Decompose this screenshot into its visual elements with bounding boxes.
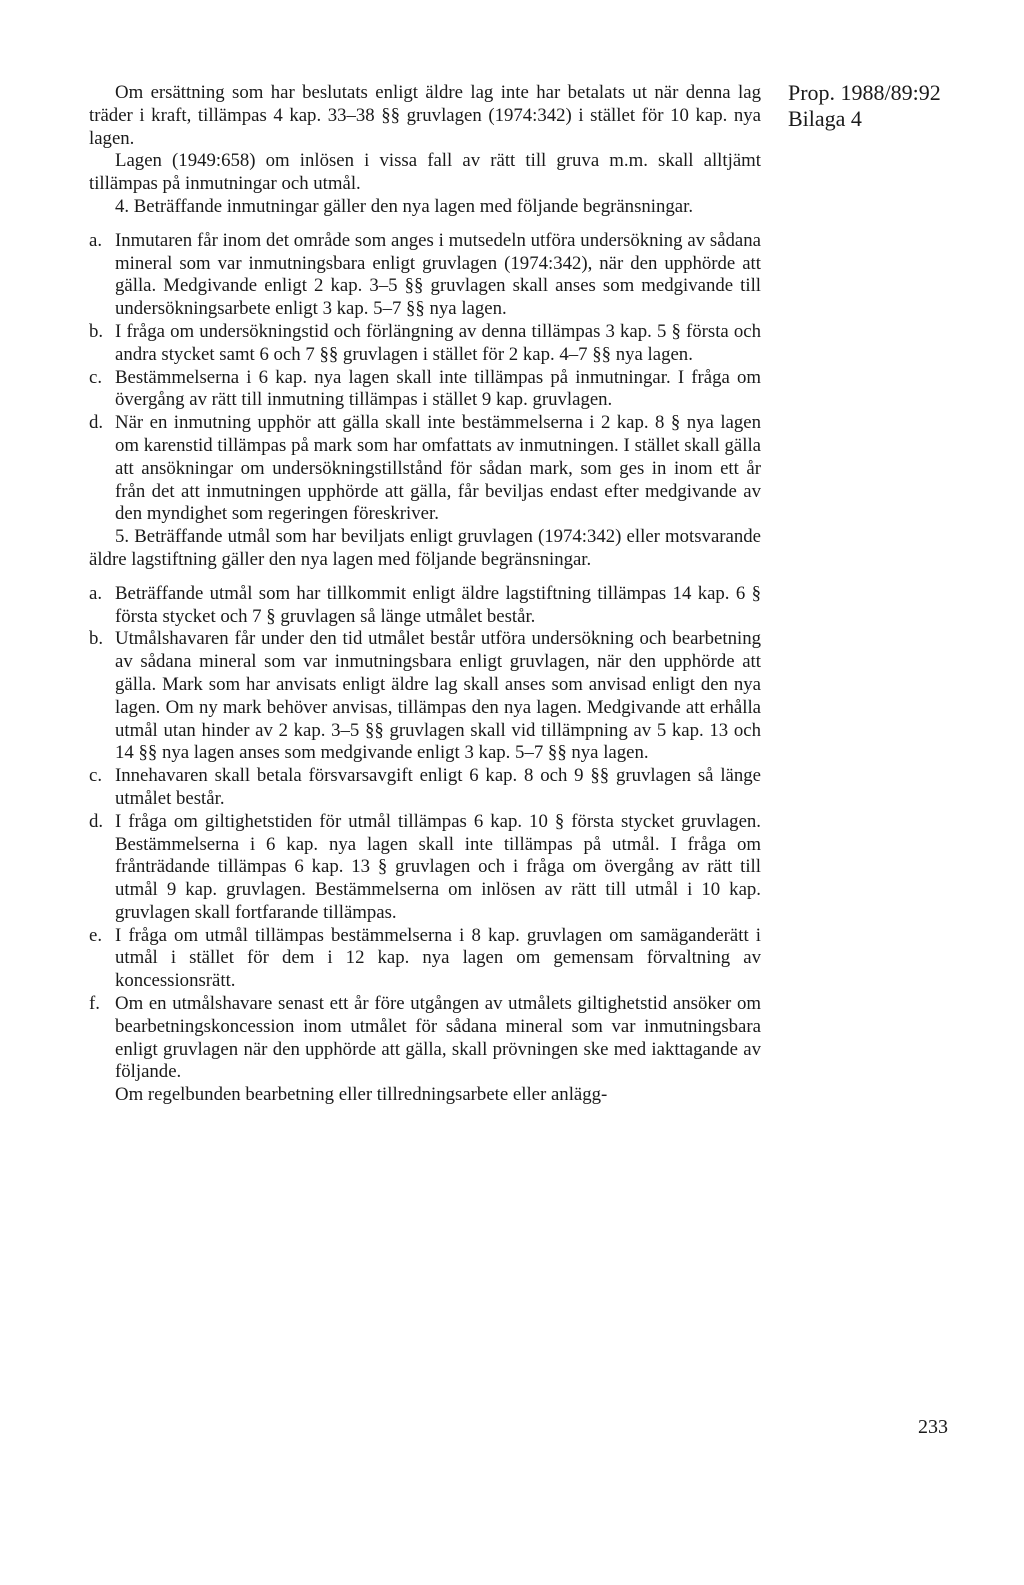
list-item — [89, 993, 761, 1084]
list-item — [89, 628, 761, 765]
list-item-text: Utmålshavaren får under den tid utmålet består utföra undersökning och bearbetning av sådana mineral som var inmutningsbara enligt gruvlagen, när den upphörde att gälla. Mark som har anvisats enligt äldre lag skall anses som anvisad enligt den nya lagen. Om ny mark behöver anvisas, tillämpas den nya lagen. Medgivande att erhålla utmål utan hinder av 2 kap. 3–5 §§ gruvlagen skall vid tillämpning av 5 kap. 13 och 14 §§ nya lagen anses som medgivande enligt 3 kap. 5–7 §§ nya lagen. — [115, 628, 761, 764]
list-item — [89, 583, 761, 629]
document-body — [89, 82, 761, 1107]
appendix-label: Bilaga 4 — [788, 106, 862, 131]
paragraph-redemption-law: Lagen (1949:658) om inlösen i vissa fall av rätt till gruva m.m. skall alltjämt tillämpas på inmutningar och utmål. — [89, 150, 761, 195]
list-item-label: b. — [89, 320, 104, 342]
paragraph-section-5: 5. Beträffande utmål som har beviljats enligt gruvlagen (1974:342) eller motsvarande äldre lagstiftning gäller den nya lagen med följande begränsningar. — [89, 526, 761, 570]
list-item-label: b. — [89, 628, 104, 650]
list-item — [89, 765, 761, 811]
list-item-text: Om en utmålshavare senast ett år före utgången av utmålets giltighetstid ansöker om bearbetningskoncession inom utmålet för sådana mineral som var inmutningsbara enligt gruvlagen när den upphörde att gälla, skall prövningen ske med iakttagande av följande. — [115, 993, 761, 1083]
list-item-text: I fråga om undersökningstid och förlängning av denna tillämpas 3 kap. 5 § första och andra stycket samt 6 och 7 §§ gruvlagen i stället för 2 kap. 4–7 §§ nya lagen. — [115, 320, 761, 365]
list-item-text: När en inmutning upphör att gälla skall inte bestämmelserna i 2 kap. 8 § nya lagen om karenstid tillämpas på mark som har omfattats av inmutningen. I stället skall gälla att ansökningar om undersökningstillstånd för sådan mark, som ges in inom ett år från det att inmutningen upphörde att gälla, får beviljas endast efter medgivande av den myndighet som regeringen föreskriver. — [115, 412, 761, 525]
list-item-text: Bestämmelserna i 6 kap. nya lagen skall inte tillämpas på inmutningar. I fråga om övergång av rätt till inmutning tillämpas i stället 9 kap. gruvlagen. — [115, 366, 761, 411]
list-item-label: e. — [89, 924, 103, 946]
page-number: 233 — [918, 1416, 948, 1438]
proposition-reference: Prop. 1988/89:92 — [788, 80, 941, 105]
list-item — [89, 367, 761, 413]
list-item-label: d. — [89, 810, 104, 832]
list-item-text: I fråga om utmål tillämpas bestämmelserna i 8 kap. gruvlagen om samäganderätt i utmål i stället för dem i 12 kap. nya lagen om gemensam förvaltning av koncessionsrätt. — [115, 924, 761, 992]
list-item — [89, 925, 761, 993]
margin-header — [788, 80, 941, 132]
list-item-label: a. — [89, 229, 103, 251]
list-item-text: Beträffande utmål som har tillkommit enligt äldre lagstiftning tillämpas 14 kap. 6 § första stycket och 7 § gruvlagen så länge utmålet består. — [115, 582, 761, 627]
paragraph-continuation: Om regelbunden bearbetning eller tillredningsarbete eller anlägg- — [115, 1084, 608, 1106]
list-item — [89, 230, 761, 321]
list-item-label: d. — [89, 412, 104, 434]
list-item — [89, 412, 761, 526]
paragraph-section-4: 4. Beträffande inmutningar gäller den nya lagen med följande begränsningar. — [115, 195, 694, 217]
list-item-label: f. — [89, 993, 100, 1015]
list-item-text: I fråga om giltighetstiden för utmål tillämpas 6 kap. 10 § första stycket gruvlagen. Bestämmelserna i 6 kap. nya lagen skall inte tillämpas på utmål. I fråga om frånträdande tillämpas 6 kap. 13 § gruvlagen och i fråga om övergång av rätt till utmål 9 kap. gruvlagen. Bestämmelserna om inlösen av rätt till utmål i 10 kap. gruvlagen skall fortfarande tillämpas. — [115, 810, 761, 923]
list-item-label: c. — [89, 765, 103, 787]
list-item-label: a. — [89, 582, 103, 604]
list-item — [89, 811, 761, 925]
list-item-text: Innehavaren skall betala försvarsavgift enligt 6 kap. 8 och 9 §§ gruvlagen så länge utmålet består. — [115, 765, 761, 809]
list-item-text: Inmutaren får inom det område som anges i mutsedeln utföra undersökning av sådana mineral som var inmutningsbara enligt gruvlagen (1974:342), när den upphörde att gälla. Medgivande enligt 2 kap. 3–5 §§ gruvlagen skall anses som medgivande till undersökningsarbete enligt 3 kap. 5–7 §§ nya lagen. — [115, 229, 761, 320]
list-item-label: c. — [89, 366, 103, 388]
paragraph-transitional-compensation: Om ersättning som har beslutats enligt äldre lag inte har betalats ut när denna lag träder i kraft, tillämpas 4 kap. 33–38 §§ gruvlagen (1974:342) i stället för 10 kap. nya lagen. — [89, 82, 761, 149]
list-item — [89, 321, 761, 367]
